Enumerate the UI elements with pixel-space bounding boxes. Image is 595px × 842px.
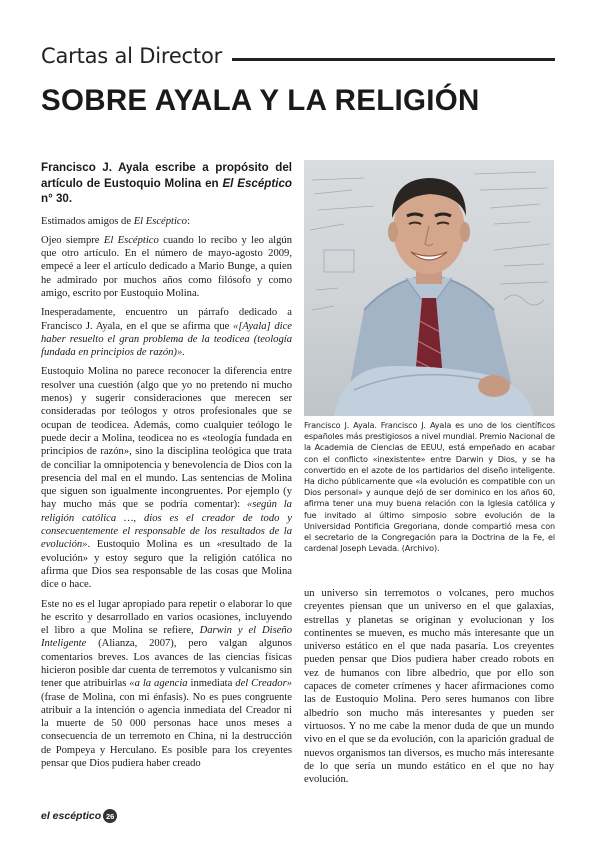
magazine-brand: el escéptico [41,810,102,822]
right-column [304,587,554,792]
portrait-photo [304,160,554,416]
paragraph-3: Eustoquio Molina no parece reconocer la diferencia entre resolver una cuestión (algo que yo no pretendo ni mucho menos) y sugerir consideraciones que merecen ser consideradas por teólogos y otros profesionales que se ocupan de teodicea. Además, como cualquier teólogo le puede decir a Molina, teodicea no es «teología fundada en principios de razón», sino la disciplina teológica que trata de conciliar la omnipotencia y benevolencia de Dios con la presencia del mal en el mundo. Las sentencias de Molina que siguen son igualmente incongruentes. Por ejemplo (y hay mucho más que se podría comentar): «según la religión católica …, dios es el creador de todo y consecuentemente el responsable de los resultados de la evolución». Eustoquio Molina es un «resultado de la evolución» y estoy seguro que la religión católica no afirma que Dios sea responsable de las cosas que Molina dice o hace. [41,366,292,591]
left-column [41,160,292,776]
greeting: Estimados amigos de El Escéptico: [41,215,190,227]
photo-caption: Francisco J. Ayala. Francisco J. Ayala es uno de los científicos españoles más prestigiosos a nivel mundial. Premio Nacional de la Academia de Ciencias de EEUU, está empeñado en acabar con el conflicto «inexistente» entre Darwin y Dios, y se ha convertido en el azote de los partidarios del diseño inteligente. Ha dicho públicamente que «la evolución es compatible con un Dios personal» y aunque dejó de ser dominico en los años 60, afirma tener una muy buena relación con la Iglesia católica y fue invitado al último simposio sobre evolución de la Universidad Pontificia Gregoriana, donde compartió mesa con el secretario de la Congregación para la Doctrina de la Fe, el cardenal Joseph Levada. (Archivo). [304,420,555,554]
paragraph-4: Este no es el lugar apropiado para repetir o elaborar lo que he escrito y desarrollado en varios ocasiones, incluyendo el libro a que Molina se refiere, Darwin y el Diseño Inteligente (Alianza, 2007), pero valgan algunos comentarios breves. Los avances de las ciencias físicas hicieron posible dar cuenta de terremotos y vulcanismo sin tener que atribuirlas «a la agencia inmediata del Creador» (frase de Molina, con mi énfasis). No es pues congruente atribuir a la intención o agencia inmediata del Creador ni la muerte de 50 000 personas hace unos meses a consecuencia de un terremoto en China, ni la destrucción de Pompeya y Herculano. Es posible para los creyentes pensar que Dios pudiera haber creado [41,598,292,770]
paragraph-5: un universo sin terremotos o volcanes, pero muchos creyentes piensan que un universo en el que galaxias, estrellas y planetas se originan y evolucionan y los continentes se mueven, es mucho más interesante que un universo estático en el que nada pasaría. Los creyentes pueden pensar que Dios pudiera haber creado robots en vez de humanos con libre albedrío, que por ello son capaces de cometer crímenes y hacer afirmaciones como las de Eustoquio Molina. Pero seres humanos con libre albedrío son mucho más interesantes y pueden ser virtuosos. Y no me cabe la menor duda de que un mundo vivo en el que se da evolución, con la aparición gradual de nuevos organismos tan diversos, es mucho más interesante de lo que sería un mundo estático en el que no hay evolución. [304,588,554,786]
section-rule [232,58,555,61]
paragraph-2: Inesperadamente, encuentro un párrafo dedicado a Francisco J. Ayala, en el que se afirma que «[Ayala] dice haber resuelto el gran problema de la teodicea (teología fundada en principios de razón)». [41,307,292,359]
section-header [41,42,555,70]
page-number: 26 [103,809,117,823]
paragraph-1: Ojeo siempre El Escéptico cuando lo recibo y leo algún que otro artículo. En el número de mayo-agosto 2009, empecé a leer el artículo dedicado a Mario Bunge, a quien he admirado por muchos años como filósofo y como amigo, escrito por Eustoquio Molina. [41,234,292,299]
portrait-illustration [304,160,554,416]
lead-paragraph: Francisco J. Ayala escribe a propósito del artículo de Eustoquio Molina en El Escéptico n° 30. [41,161,292,205]
page-footer [41,808,117,824]
section-title: Cartas al Director [41,44,223,68]
article-headline: SOBRE AYALA Y LA RELIGIÓN [41,84,480,117]
